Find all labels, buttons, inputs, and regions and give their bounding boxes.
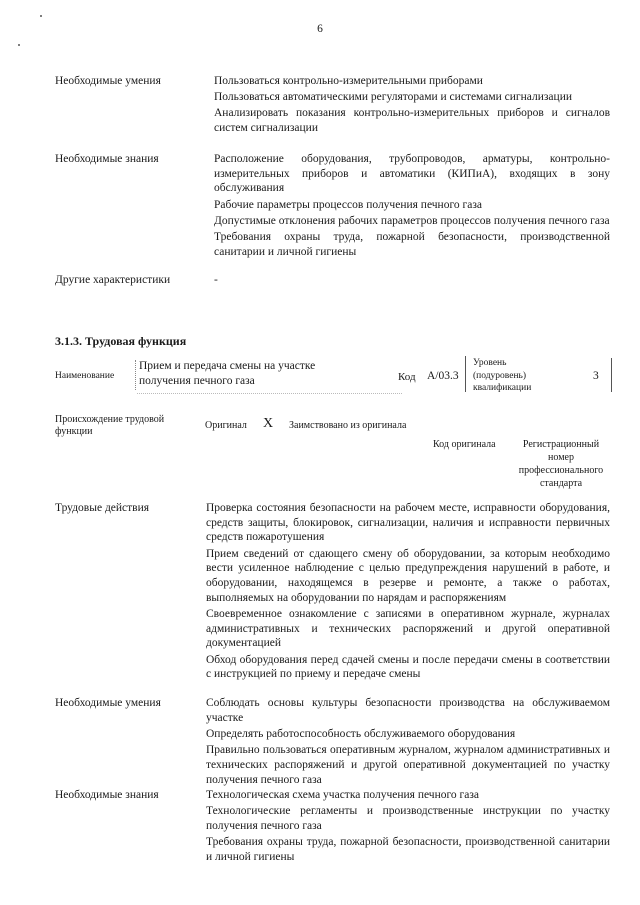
row-label: Необходимые умения: [55, 75, 161, 87]
list-item: Пользоваться автоматическими регуляторами и системами сигнализации: [214, 91, 572, 104]
row-content: [206, 788, 610, 866]
origin-block: [55, 414, 615, 494]
original-label: Оригинал: [205, 420, 247, 431]
actions-row: [55, 501, 610, 695]
skills-row-1: [55, 74, 610, 152]
list-item: Своевременное ознакомление с записями в оперативном журнале, журналах административных и технических распоряжений и другой оперативной документацией: [206, 607, 610, 650]
row-content: [214, 273, 610, 289]
row-label: Необходимые знания: [55, 153, 159, 165]
list-item: Определять работоспособность обслуживаемого оборудования: [206, 727, 516, 740]
level-value: 3: [593, 370, 599, 382]
original-code-label: Код оригинала: [433, 439, 496, 450]
level-label: Уровень (подуровень) квалификации: [473, 358, 532, 393]
row-content: [206, 501, 610, 683]
row-label: Другие характеристики: [55, 274, 171, 286]
row-content: [214, 74, 610, 137]
code-label: Код: [398, 371, 416, 383]
row-content: [214, 152, 610, 261]
knowledge-row-1: [55, 152, 610, 272]
list-item: Допустимые отклонения рабочих параметров процессов получения печного газа: [214, 214, 610, 227]
list-item: Проверка состояния безопасности на рабочем месте, исправности оборудования, средств защиты, блокировок, сигнализации, наличия и исправности первичных средств пожаротушения: [206, 502, 610, 544]
list-item: Правильно пользоваться оперативным журналом, журналом административных и технических распоряжений и другой оперативной документацией по участку получения печного газа: [206, 744, 610, 786]
page-number: 6: [317, 23, 323, 35]
row-label: Трудовые действия: [55, 502, 150, 514]
function-header: [55, 356, 615, 400]
skills-row-2: [55, 696, 610, 786]
list-item: Технологические регламенты и производственные инструкции по участку получения печного газа: [206, 805, 610, 832]
scan-speck: [18, 44, 20, 46]
divider: [135, 360, 136, 390]
list-item: Технологическая схема участка получения печного газа: [206, 789, 480, 801]
scan-speck: [40, 15, 42, 17]
row-label: Необходимые умения: [55, 697, 161, 709]
list-item: Требования охраны труда, пожарной безопасности, производственной санитарии и личной гигиены: [214, 231, 610, 258]
original-mark: X: [263, 416, 274, 431]
list-item: Расположение оборудования, трубопроводов, арматуры, контрольно-измерительных приборов и автоматики (КИПиА), входящих в зону обслуживания: [214, 153, 610, 195]
list-item: Обход оборудования перед сдачей смены и после передачи смены в соответствии с инструкцией по приему и передаче смены: [206, 653, 610, 681]
name-label: Наименование: [55, 371, 115, 381]
list-item: Требования охраны труда, пожарной безопасности, производственной санитарии и личной гигиены: [206, 836, 610, 863]
function-name: Прием и передача смены на участке получения печного газа: [139, 360, 316, 387]
list-item: Пользоваться контрольно-измерительными приборами: [214, 75, 483, 87]
function-code: А/03.3: [427, 370, 459, 382]
section-title: 3.1.3. Трудовая функция: [55, 334, 187, 348]
list-item: Прием сведений от сдающего смену об оборудовании, за которым необходимо вести усиленное наблюдение с целью предупреждения нарушений в работе, и оборудовании, находящемся в резерве и ремонте, а также о работах, выполняемых на оборудовании по нарядам и распоряжениям: [206, 547, 610, 604]
divider: [465, 356, 466, 392]
row-label: Необходимые знания: [55, 789, 159, 801]
other-row: [55, 273, 610, 289]
divider: [611, 358, 612, 392]
divider: [137, 393, 402, 394]
reg-number-label: Регистрационный номер профессионального стандарта: [518, 439, 604, 489]
borrowed-label: Заимствовано из оригинала: [289, 420, 407, 431]
list-item: Анализировать показания контрольно-измерительных приборов и сигналов систем сигнализации: [214, 107, 610, 135]
origin-label: Происхождение трудовой функции: [55, 414, 165, 437]
knowledge-row-2: [55, 788, 610, 888]
list-item: Соблюдать основы культуры безопасности производства на обслуживаемом участке: [206, 697, 610, 724]
list-item: Рабочие параметры процессов получения печного газа: [214, 198, 482, 211]
row-content: [206, 696, 610, 789]
list-item: -: [214, 274, 218, 286]
